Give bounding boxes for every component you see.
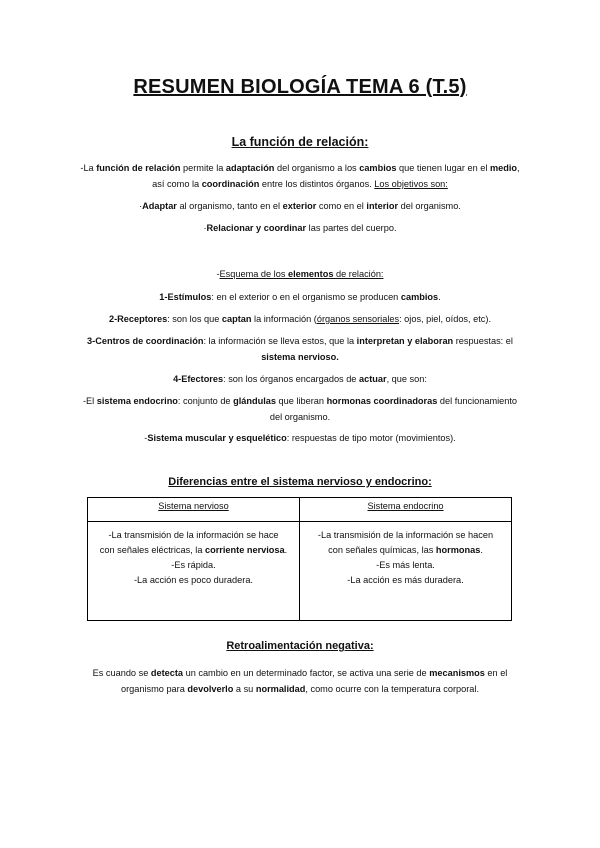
relation-intro-paragraph: -La función de relación permite la adaptación del organismo a los cambios que tienen lugar en el medio, así como la coordinación entre los distintos órganos. Los objetivos son: [80,163,520,189]
effector-muscular: -Sistema muscular y esquelético: respuestas de tipo motor (movimientos). [144,433,456,443]
element-effectors: 4-Efectores: son los órganos encargados de actuar, que son: [173,374,427,384]
header-endocrine-system: Sistema endocrino [300,498,512,522]
feedback-heading: Retroalimentación negativa: [226,640,374,652]
page-title: RESUMEN BIOLOGÍA TEMA 6 (T.5) [133,76,467,98]
effector-endocrine: -El sistema endocrino: conjunto de glándulas que liberan hormonas coordinadoras del funcionamiento del organismo. [82,396,518,422]
element-coordination-centers: 3-Centros de coordinación: la información se lleva estos, que la interpretan y elaboran respuestas: el sistema nervioso. [87,336,513,362]
section-heading-relation: La función de relación: [231,135,369,149]
header-nervous-system: Sistema nervioso [88,498,300,522]
scheme-heading: -Esquema de los elementos de relación: [216,269,384,279]
table-header-row [88,498,512,522]
element-receptors: 2-Receptores: son los que captan la información (órganos sensoriales: ojos, piel, oídos, etc). [108,314,491,324]
objective-adapt: ·Adaptar al organismo, tanto en el exterior como en el interior del organismo. [139,201,461,211]
objective-relate: ·Relacionar y coordinar las partes del cuerpo. [203,223,397,233]
feedback-paragraph: Es cuando se detecta un cambio en un determinado factor, se activa una serie de mecanismos en el organismo para devolverlo a su normalidad, como ocurre con la temperatura corporal. [92,668,508,694]
table-row [88,522,512,621]
cell-nervous-system: -La transmisión de la información se hace con señales eléctricas, la corriente nerviosa. -Es rápida. -La acción es poco duradera. [88,522,300,621]
cell-endocrine-system: -La transmisión de la información se hacen con señales químicas, las hormonas. -Es más lenta. -La acción es más duradera. [300,522,512,621]
differences-heading: Diferencias entre el sistema nervioso y endocrino: [168,476,432,488]
comparison-table [87,497,512,621]
element-stimuli: 1-Estímulos: en el exterior o en el organismo se producen cambios. [159,292,441,302]
